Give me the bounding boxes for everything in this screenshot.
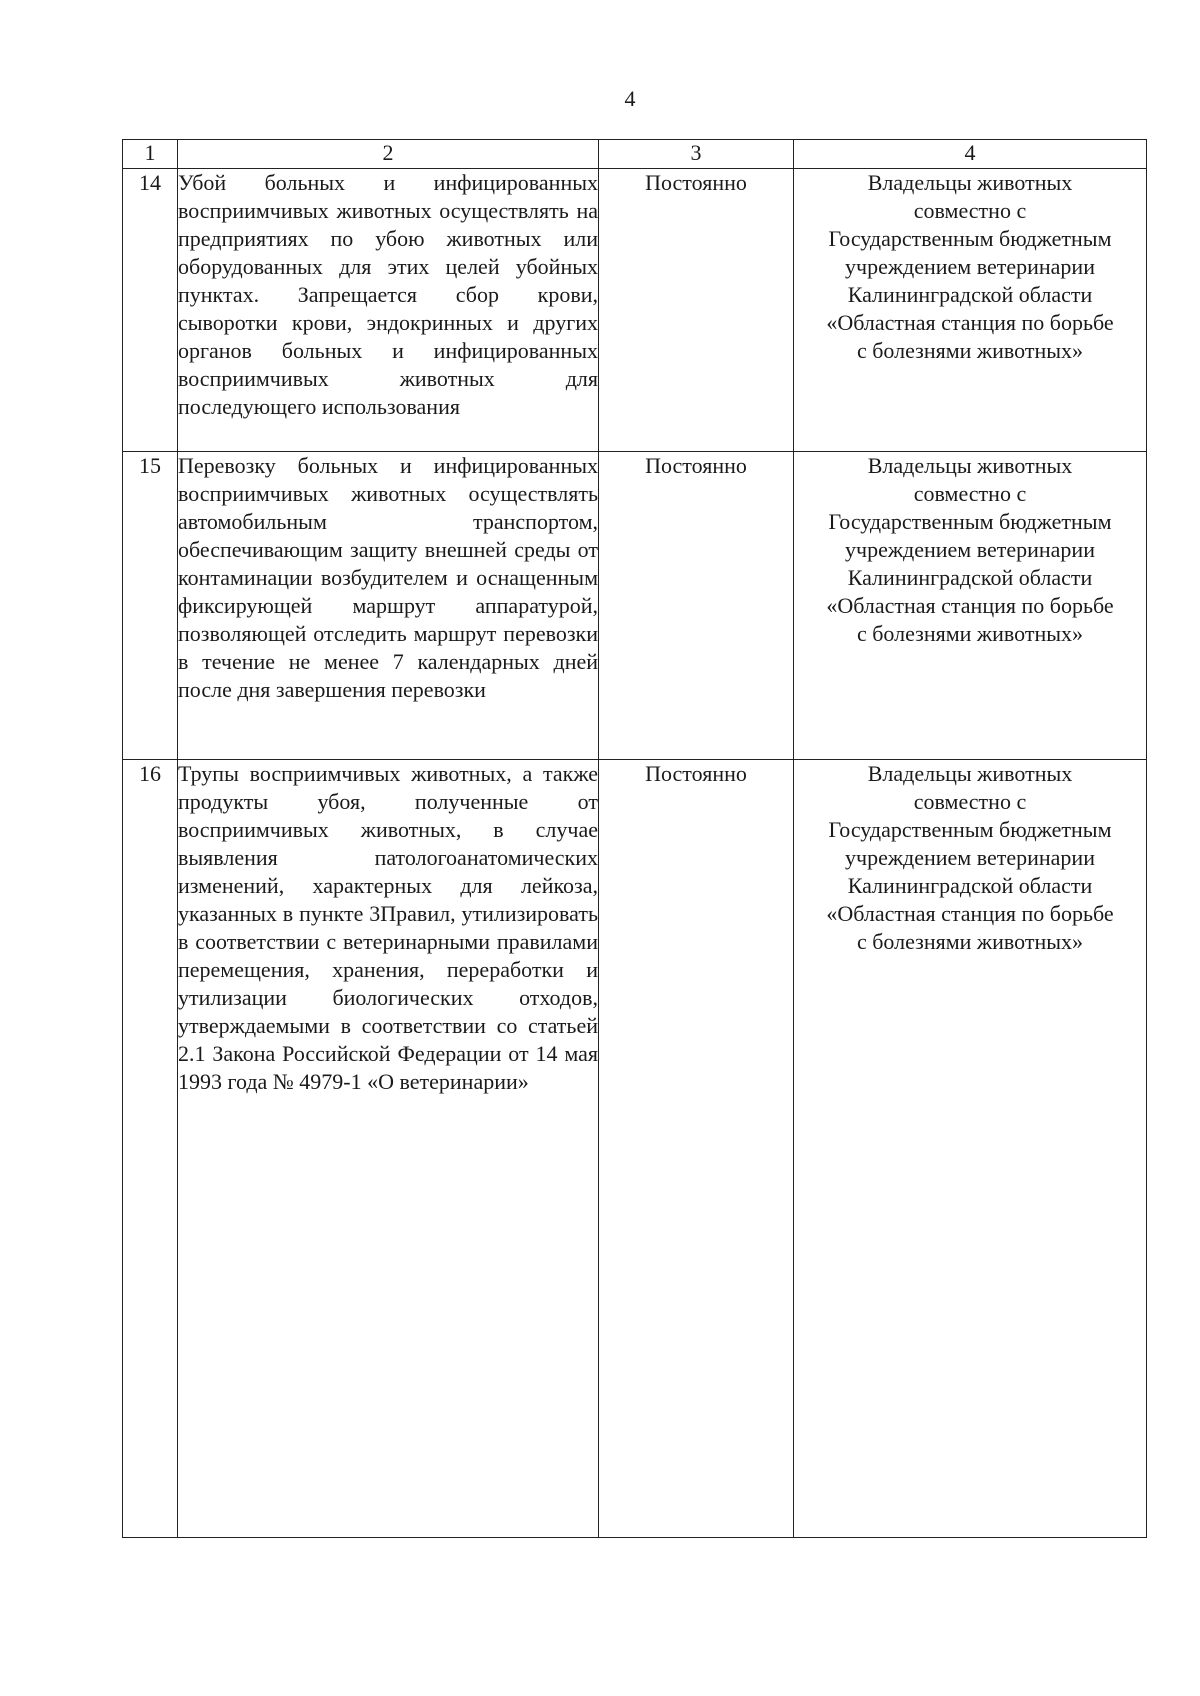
- responsible-line: учреждением ветеринарии: [845, 254, 1095, 279]
- measure-term: Постоянно: [599, 760, 794, 1538]
- responsible-line: с болезнями животных»: [856, 621, 1084, 646]
- measure-description: Убой больных и инфицированных восприимчивых животных осуществлять на предприятиях по убою животных или оборудованных для этих целей убойных пунктах. Запрещается сбор крови, сыворотки крови, эндокринных и других органов больных и инфицированных восприимчивых животных для последующего использования: [178, 169, 599, 452]
- responsible-line: Государственным бюджетным: [828, 817, 1112, 842]
- responsible-line: «Областная станция по борьбе: [826, 310, 1114, 335]
- responsible-line: с болезнями животных»: [856, 929, 1084, 954]
- responsible-line: учреждением ветеринарии: [845, 537, 1095, 562]
- responsible-line: Государственным бюджетным: [828, 226, 1112, 251]
- table-row: [123, 760, 1147, 1538]
- responsible-line: Государственным бюджетным: [828, 509, 1112, 534]
- column-header-1: 1: [123, 140, 178, 169]
- responsible-line: учреждением ветеринарии: [845, 845, 1095, 870]
- page-number: 4: [624, 86, 636, 111]
- row-number: 16: [123, 760, 178, 1538]
- measure-responsible: [794, 169, 1147, 452]
- column-header-4: 4: [794, 140, 1147, 169]
- responsible-line: Калининградской области: [847, 873, 1093, 898]
- measure-responsible: [794, 452, 1147, 760]
- responsible-line: «Областная станция по борьбе: [826, 593, 1114, 618]
- responsible-line: с болезнями животных»: [856, 338, 1084, 363]
- table-row: [123, 169, 1147, 452]
- row-number: 14: [123, 169, 178, 452]
- measure-description: Перевозку больных и инфицированных восприимчивых животных осуществлять автомобильным транспортом, обеспечивающим защиту внешней среды от контаминации возбудителем и оснащенным фиксирующей маршрут аппаратурой, позволяющей отследить маршрут перевозки в течение не менее 7 календарных дней после дня завершения перевозки: [178, 452, 599, 760]
- responsible-line: Владельцы животных: [867, 761, 1073, 786]
- row-number: 15: [123, 452, 178, 760]
- measure-description: Трупы восприимчивых животных, а также продукты убоя, полученные от восприимчивых животных, в случае выявления патологоанатомических изменений, характерных для лейкоза, указанных в пункте 3Правил, утилизировать в соответствии с ветеринарными правилами перемещения, хранения, переработки и утилизации биологических отходов, утверждаемыми в соответствии со статьей 2.1 Закона Российской Федерации от 14 мая 1993 года № 4979-1 «О ветеринарии»: [178, 760, 599, 1538]
- table-row: [123, 452, 1147, 760]
- measure-term: Постоянно: [599, 169, 794, 452]
- table-header-row: [123, 140, 1147, 169]
- responsible-line: Владельцы животных: [867, 170, 1073, 195]
- responsible-line: совместно с: [913, 789, 1027, 814]
- measure-term: Постоянно: [599, 452, 794, 760]
- column-header-3: 3: [599, 140, 794, 169]
- responsible-line: совместно с: [913, 198, 1027, 223]
- responsible-line: Владельцы животных: [867, 453, 1073, 478]
- column-header-2: 2: [178, 140, 599, 169]
- responsible-line: «Областная станция по борьбе: [826, 901, 1114, 926]
- measures-table: [122, 139, 1147, 1538]
- responsible-line: Калининградской области: [847, 282, 1093, 307]
- responsible-line: Калининградской области: [847, 565, 1093, 590]
- responsible-line: совместно с: [913, 481, 1027, 506]
- measure-responsible: [794, 760, 1147, 1538]
